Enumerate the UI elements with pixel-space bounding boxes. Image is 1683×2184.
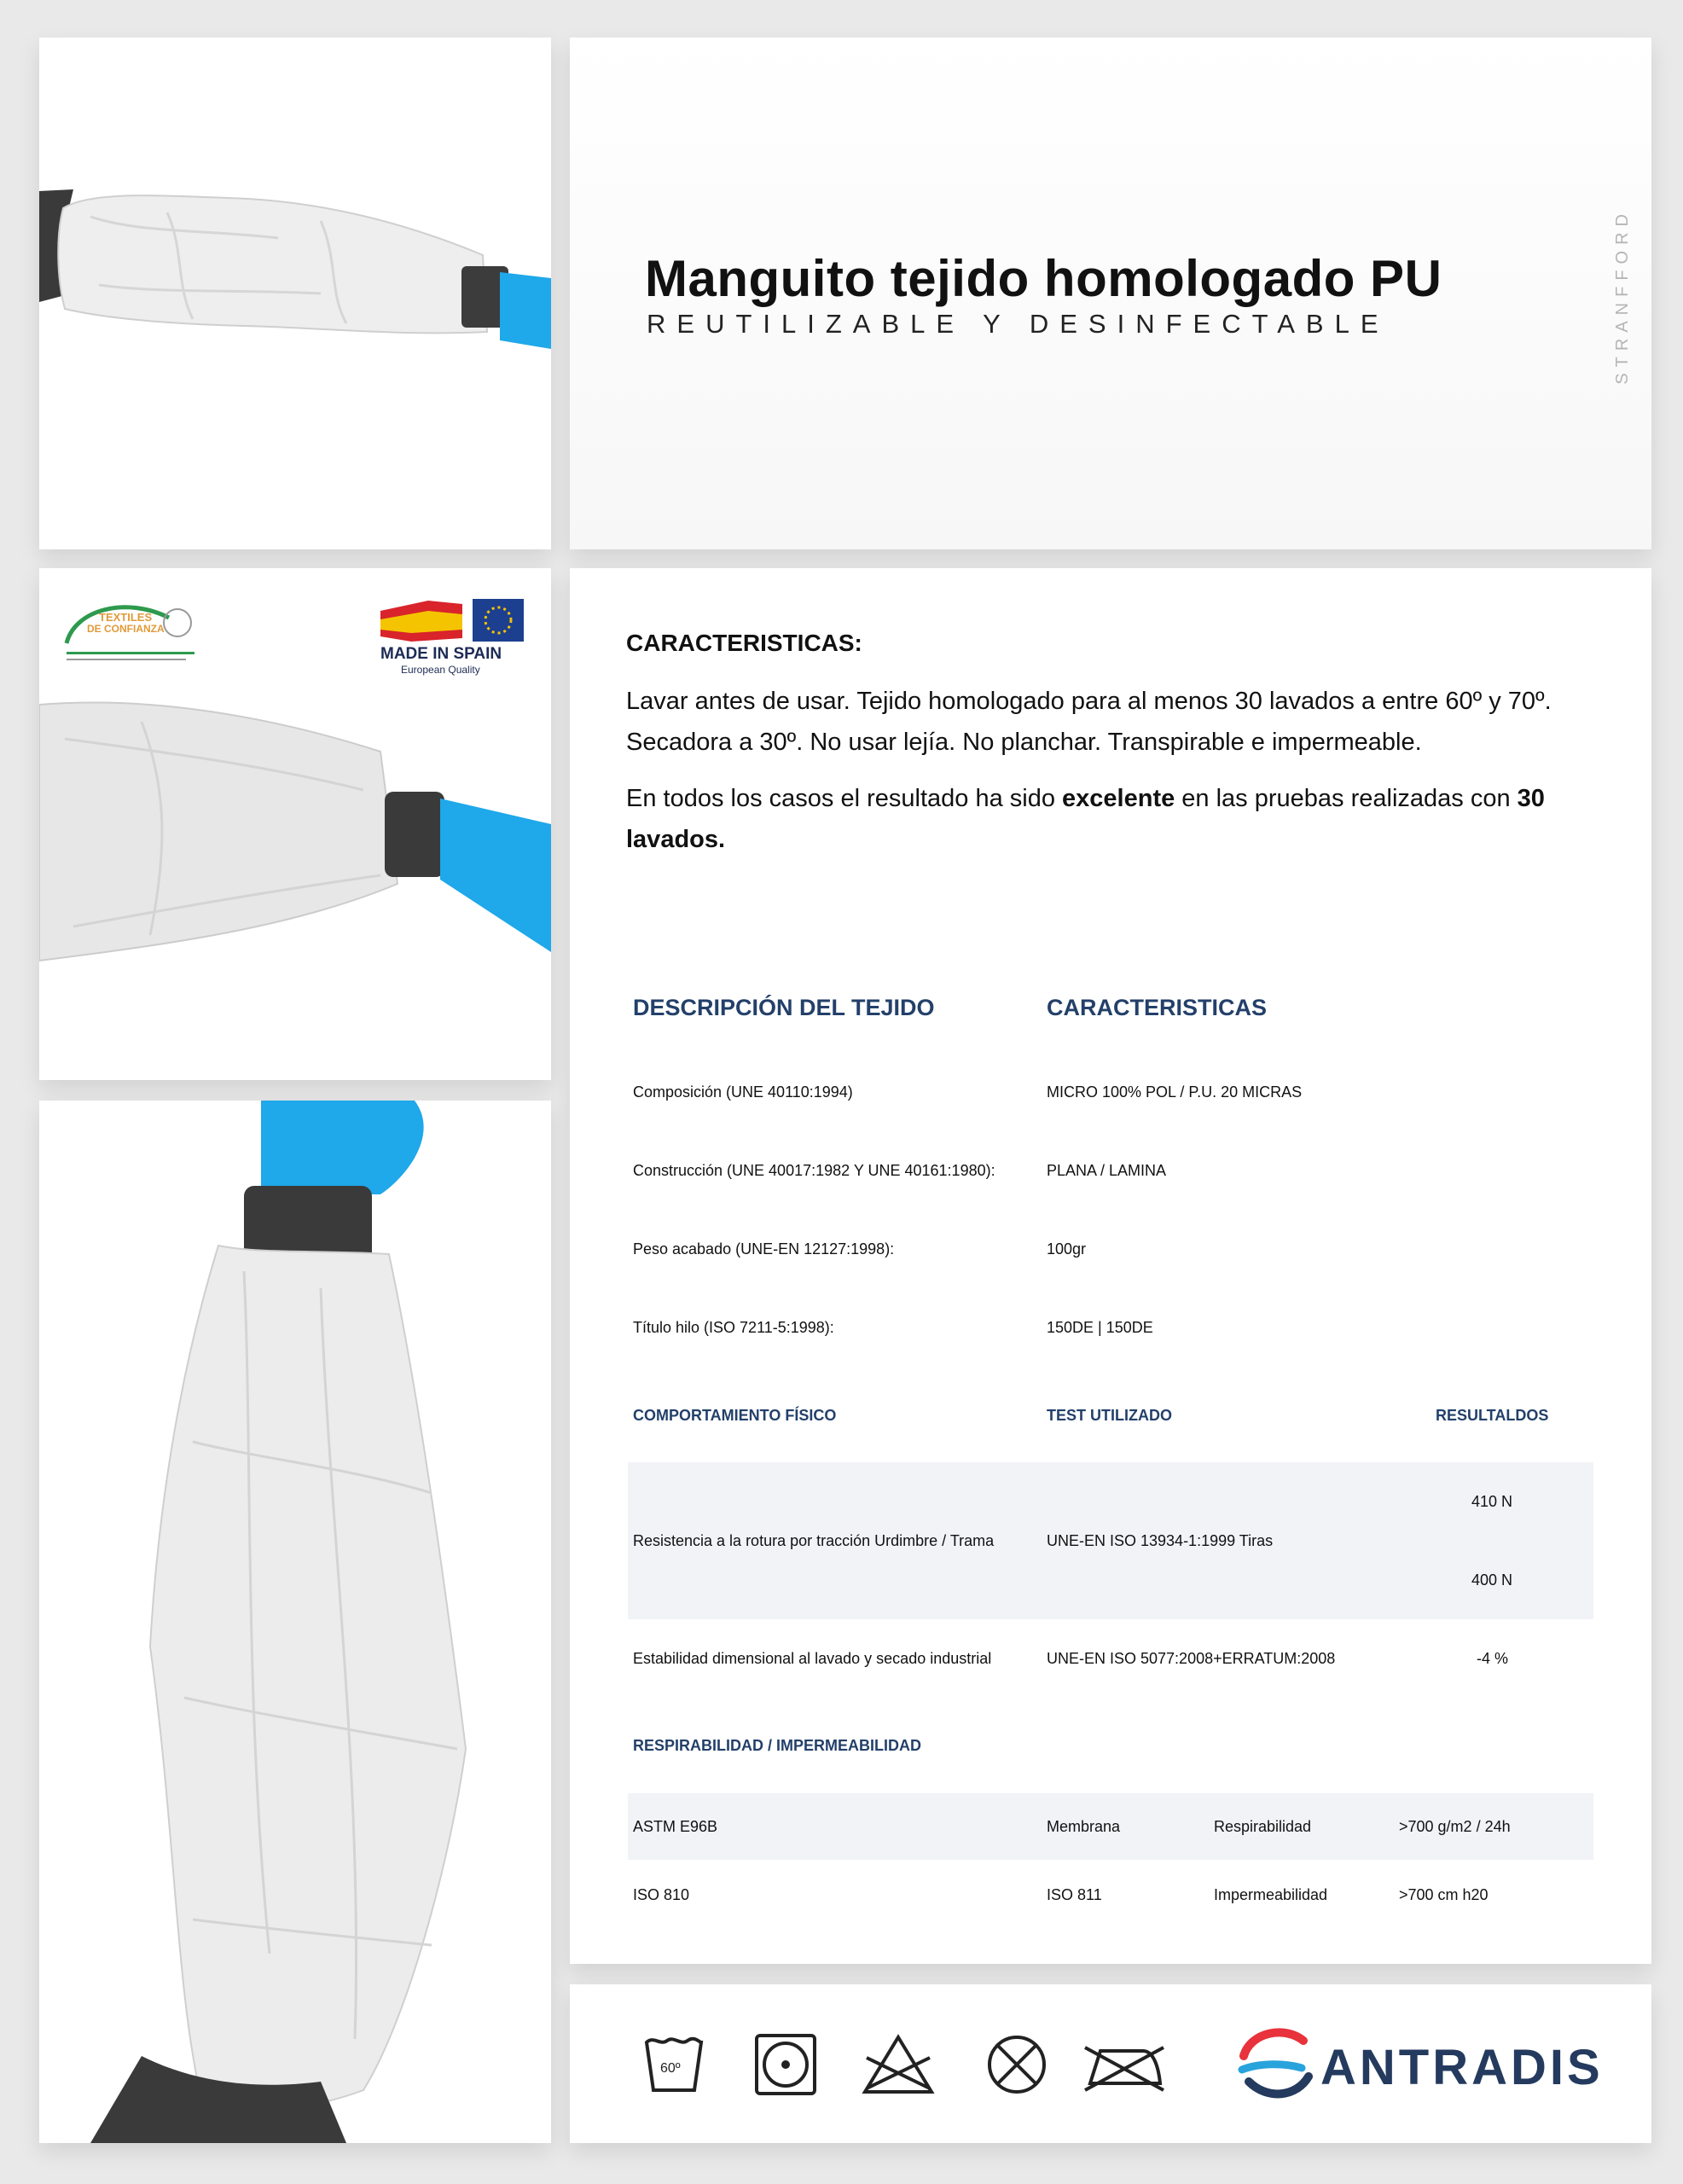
made-in-spain-badge [377, 594, 531, 688]
spain-eu-flags-icon [377, 594, 531, 645]
no-bleach-icon [860, 2032, 937, 2101]
physical-row-result: 400 N [1471, 1571, 1513, 1589]
breathability-cell: ISO 811 [1047, 1886, 1102, 1903]
para2-text-a: En todos los casos el resultado ha sido [626, 785, 1063, 812]
title-panel [570, 38, 1651, 549]
breathability-cell: >700 cm h20 [1399, 1886, 1489, 1903]
breathability-cell: Impermeabilidad [1214, 1886, 1328, 1903]
fabric-row-label: Peso acabado (UNE-EN 12127:1998): [633, 1240, 895, 1258]
wash-temp-label: 60º [660, 2061, 681, 2076]
sleeve-arm-illustration [39, 38, 551, 549]
fabric-col-characteristics: CARACTERISTICAS [1047, 995, 1268, 1020]
fabric-row-value: 150DE | 150DE [1047, 1319, 1153, 1336]
specifications-panel [570, 568, 1651, 1964]
fabric-row-label: Construcción (UNE 40017:1982 Y UNE 40161:1980): [633, 1162, 995, 1179]
physical-row-result: 410 N [1471, 1493, 1513, 1510]
product-photo-bottom [39, 1101, 551, 2143]
antradis-swirl-icon [1233, 2022, 1319, 2107]
antradis-logo [1233, 2022, 1617, 2107]
breathability-cell: ISO 810 [633, 1886, 690, 1903]
no-dry-clean-icon [984, 2032, 1049, 2101]
breathability-cell: >700 g/m2 / 24h [1399, 1818, 1511, 1835]
product-photo-top [39, 38, 551, 549]
fabric-row-label: Título hilo (ISO 7211-5:1998): [633, 1319, 834, 1336]
product-subtitle: REUTILIZABLE Y DESINFECTABLE [647, 309, 1390, 339]
certification-seal-icon [58, 592, 203, 677]
antradis-wordmark: ANTRADIS [1320, 2040, 1604, 2095]
physical-row-label: Resistencia a la rotura por tracción Urdimbre / Trama [633, 1532, 995, 1549]
physical-col-results: RESULTALDOS [1436, 1407, 1549, 1424]
features-heading: CARACTERISTICAS: [626, 630, 862, 656]
textiles-label-2: DE CONFIANZA [87, 623, 165, 635]
features-paragraph-1: Lavar antes de usar. Tejido homologado para al menos 30 lavados a entre 60º y 70º. Secadora a 30º. No usar lejía. No planchar. Transpirable e impermeable. [626, 688, 1552, 756]
product-photo-middle [39, 568, 551, 1080]
vertical-brand-text: STRANFFORD [1613, 208, 1632, 385]
wash-60-icon [643, 2032, 705, 2100]
para2-bold-excelente: excelente [1062, 785, 1175, 812]
physical-row-test: UNE-EN ISO 13934-1:1999 Tiras [1047, 1532, 1274, 1549]
fabric-row-value: 100gr [1047, 1240, 1087, 1258]
made-in-spain-text: MADE IN SPAIN [380, 645, 502, 663]
fabric-row-label: Composición (UNE 40110:1994) [633, 1083, 853, 1101]
breathability-cell: Respirabilidad [1214, 1818, 1312, 1835]
no-iron-icon [1082, 2032, 1167, 2101]
care-panel [570, 1984, 1651, 2143]
product-title: Manguito tejido homologado PU [645, 250, 1442, 307]
features-paragraph-2 [626, 778, 1624, 860]
fabric-col-description: DESCRIPCIÓN DEL TEJIDO [633, 995, 935, 1020]
fabric-row-value: PLANA / LAMINA [1047, 1162, 1167, 1179]
tumble-dry-icon [753, 2032, 818, 2101]
physical-col-behaviour: COMPORTAMIENTO FÍSICO [633, 1407, 837, 1424]
breathability-heading: RESPIRABILIDAD / IMPERMEABILIDAD [633, 1737, 922, 1754]
para2-text-b: en las pruebas realizadas con [1175, 785, 1518, 812]
fabric-row-value: MICRO 100% POL / P.U. 20 MICRAS [1047, 1083, 1303, 1101]
textiles-confianza-badge [58, 592, 203, 677]
sleeve-arm-vertical-illustration [39, 1101, 551, 2143]
breathability-cell: Membrana [1047, 1818, 1121, 1835]
european-quality-text: European Quality [401, 664, 480, 676]
physical-row-label: Estabilidad dimensional al lavado y secado industrial [633, 1650, 992, 1667]
para2-bold-lavados: 30 lavados. [626, 785, 1545, 853]
textiles-label-1: TEXTILES [99, 611, 153, 624]
physical-row-result: -4 % [1477, 1650, 1509, 1667]
physical-col-test: TEST UTILIZADO [1047, 1407, 1172, 1424]
physical-row-test: UNE-EN ISO 5077:2008+ERRATUM:2008 [1047, 1650, 1336, 1667]
breathability-cell: ASTM E96B [633, 1818, 718, 1835]
